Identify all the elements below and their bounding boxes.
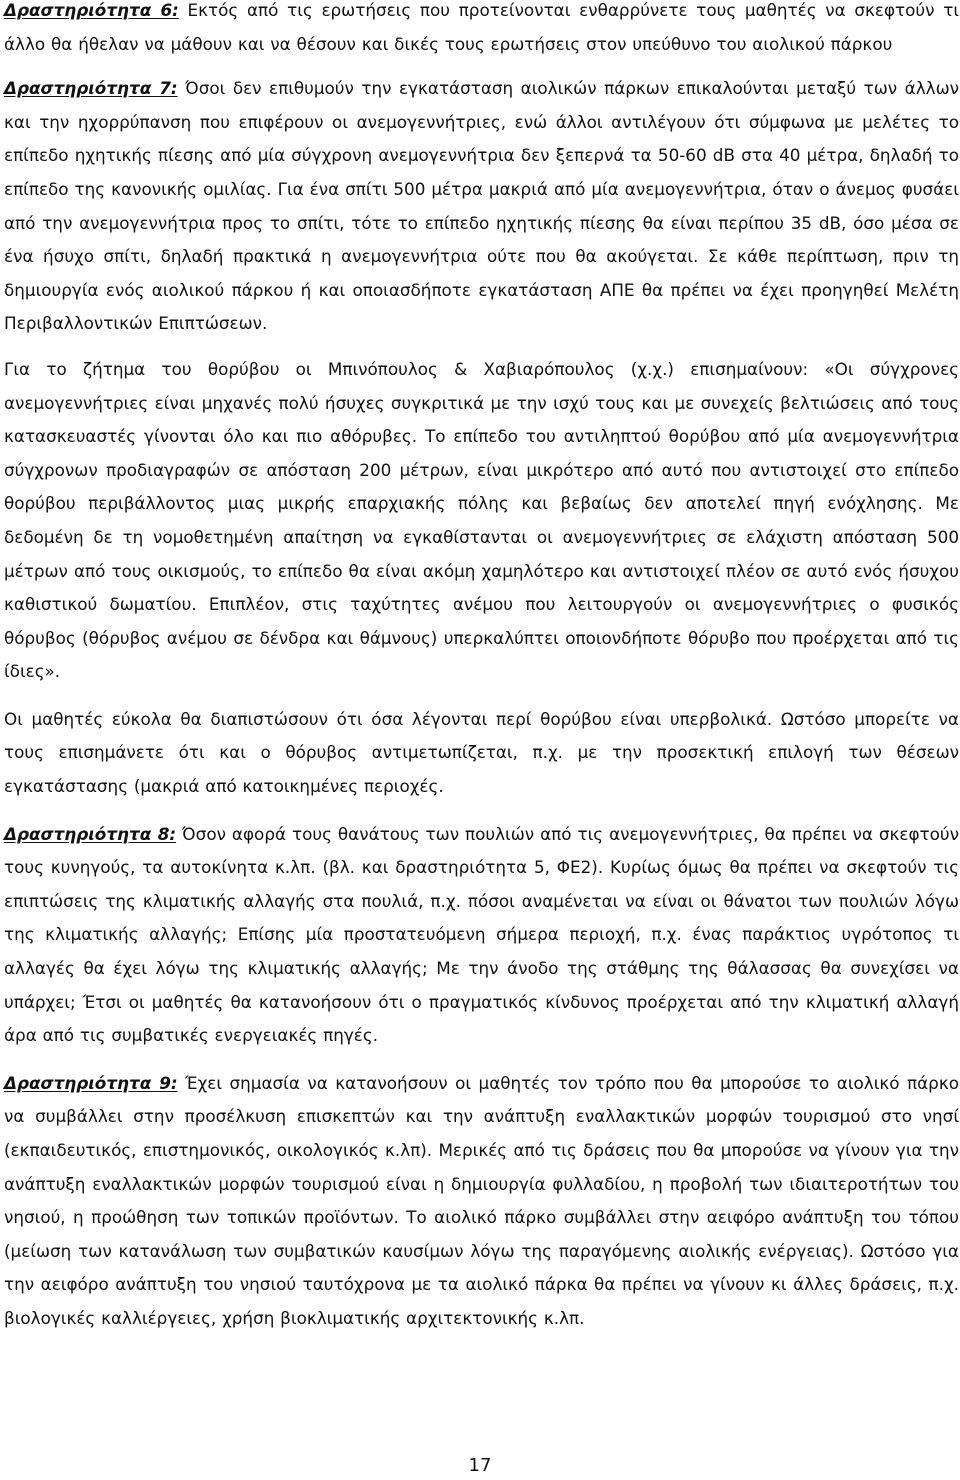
activity-8-paragraph <box>4 818 959 1053</box>
activity-7-paragraph <box>4 72 959 341</box>
activity-9-paragraph <box>4 1067 959 1336</box>
activity-7-text: Όσοι δεν επιθυμούν την εγκατάσταση αιολικών πάρκων επικαλούνται μεταξύ των άλλων και την ηχορρύπανση που επιφέρουν οι ανεμογεννήτριες, ενώ άλλοι αντιλέγουν ότι σύμφωνα με μελέτες το επίπεδο ηχητικής πίεσης από μία σύγχρονη ανεμογεννήτρια δεν ξεπερνά τα 50-60 dB στα 40 μέτρα, δηλαδή το επίπεδο της κανονικής ομιλίας. Για ένα σπίτι 500 μέτρα μακριά από μία ανεμογεννήτρια, όταν ο άνεμος φυσάει από την ανεμογεννήτρια προς το σπίτι, τότε το επίπεδο ηχητικής πίεσης θα είναι περίπου 35 dB, όσο μέσα σε ένα ήσυχο σπίτι, δηλαδή πρακτικά η ανεμογεννήτρια ούτε που θα ακούγεται. Σε κάθε περίπτωση, πριν τη δημιουργία ενός αιολικού πάρκου ή και οποιασδήποτε εγκατάσταση ΑΠΕ θα πρέπει να έχει προηγηθεί Μελέτη Περιβαλλοντικών Επιπτώσεων. <box>4 78 959 334</box>
noise-quote-paragraph: Για το ζήτημα του θορύβου οι Μπινόπουλος & Χαβιαρόπουλος (χ.χ.) επισημαίνουν: «Οι σύγχρονες ανεμογεννήτριες είναι μηχανές πολύ ήσυχες συγκριτικά με την ισχύ τους και με συνεχείς βελτιώσεις από τους κατασκευαστές γίνονται όλο και πιο αθόρυβες. Το επίπεδο του αντιληπτού θορύβου από μία ανεμογεννήτρια σύγχρονων προδιαγραφών σε απόσταση 200 μέτρων, είναι μικρότερο από αυτό που αντιστοιχεί στο επίπεδο θορύβου περιβάλλοντος μιας μικρής επαρχιακής πόλης και βεβαίως δεν αποτελεί πηγή ενόχλησης. Με δεδομένη δε τη νομοθετημένη απαίτηση να εγκαθίστανται οι ανεμογεννήτριες σε ελάχιστη απόσταση 500 μέτρων από τους οικισμούς, το επίπεδο θα είναι ακόμη χαμηλότερο και αντιστοιχεί πλέον σε αυτό ενός ήσυχου καθιστικού δωματίου. Επιπλέον, στις ταχύτητες ανέμου που λειτουργούν οι ανεμογεννήτριες ο φυσικός θόρυβος (θόρυβος ανέμου σε δένδρα και θάμνους) υπερκαλύπτει οποιονδήποτε θόρυβο που προέρχεται από τις ίδιες». <box>4 358 959 682</box>
activity-6-text: Εκτός από τις ερωτήσεις που προτείνονται ενθαρρύνετε τους μαθητές να σκεφτούν τι άλλο θα ήθελαν να μάθουν και να θέσουν και δικές τους ερωτήσεις στον υπεύθυνο του αιολικού πάρκου <box>4 0 960 54</box>
page-number: 17 <box>468 1455 492 1476</box>
activity-8-heading: Δραστηριότητα 8: <box>4 823 177 844</box>
activity-9-heading: Δραστηριότητα 9: <box>4 1072 178 1093</box>
activity-7-heading: Δραστηριότητα 7: <box>4 78 178 99</box>
activity-6-paragraph <box>4 0 959 61</box>
students-paragraph: Οι μαθητές εύκολα θα διαπιστώσουν ότι όσα λέγονται περί θορύβου είναι υπερβολικά. Ωστόσο μπορείτε να τους επισημάνετε ότι και ο θόρυβος αντιμετωπίζεται, π.χ. με την προσεκτική επιλογή των θέσεων εγκατάστασης (μακριά από κατοικημένες περιοχές. <box>4 708 959 797</box>
activity-6-heading: Δραστηριότητα 6: <box>4 0 179 20</box>
document-page <box>4 0 959 1336</box>
activity-8-text: Όσον αφορά τους θανάτους των πουλιών από τις ανεμογεννήτριες, θα πρέπει να σκεφτούν τους κυνηγούς, τα αυτοκίνητα κ.λπ. (βλ. και δραστηριότητα 5, ΦΕ2). Κυρίως όμως θα πρέπει να σκεφτούν τις επιπτώσεις της κλιματικής αλλαγής στα πουλιά, π.χ. πόσοι αναμένεται να είναι οι θάνατοι των πουλιών λόγω της κλιματικής αλλαγής; Επίσης μία προστατευόμενη σήμερα περιοχή, π.χ. ένας παράκτιος υγρότοπος τι αλλαγές θα έχει λόγω της κλιματικής αλλαγής; Με την άνοδο της στάθμης της θάλασσας θα συνεχίσει να υπάρχει; Έτσι οι μαθητές θα κατανοήσουν ότι ο πραγματικός κίνδυνος προέρχεται από την κλιματική αλλαγή άρα από τις συμβατικές ενεργειακές πηγές. <box>4 823 959 1046</box>
activity-9-text: Έχει σημασία να κατανοήσουν οι μαθητές τον τρόπο που θα μπορούσε το αιολικό πάρκο να συμβάλλει στην προσέλκυση επισκεπτών και την ανάπτυξη εναλλακτικών μορφών τουρισμού στο νησί (εκπαιδευτικός, επιστημονικός, οικολογικός κ.λπ). Μερικές από τις δράσεις που θα μπορούσε να γίνουν για την ανάπτυξη εναλλακτικών μορφών τουρισμού είναι η δημιουργία φυλλαδίου, η προβολή των ιδιαιτεροτήτων του νησιού, η προώθηση των τοπικών προϊόντων. Το αιολικό πάρκο συμβάλλει στην αειφόρο ανάπτυξη του τόπου (μείωση των κατανάλωση των συμβατικών καυσίμων λόγω της παραγόμενης αιολικής ενέργειας). Ωστόσο για την αειφόρο ανάπτυξη του νησιού ταυτόχρονα με τα αιολικό πάρκα θα πρέπει να γίνουν κι άλλες δράσεις, π.χ. βιολογικές καλλιέργειες, χρήση βιοκλιματικής αρχιτεκτονικής κ.λπ. <box>4 1072 959 1328</box>
